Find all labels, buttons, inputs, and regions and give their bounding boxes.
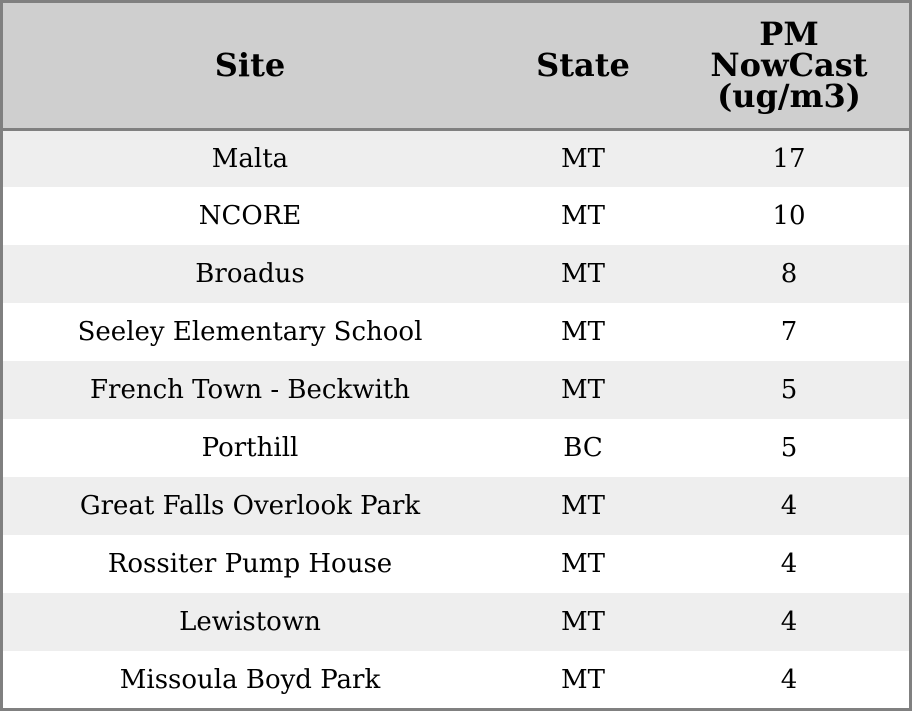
state-cell: MT [561, 607, 605, 637]
state-cell: MT [561, 143, 605, 174]
site-cell: Broadus [195, 259, 305, 289]
state-cell: MT [561, 549, 605, 579]
table-row [3, 187, 909, 245]
table-row [3, 651, 909, 709]
site-cell: NCORE [198, 201, 302, 231]
pm-value-cell: 17 [772, 143, 806, 174]
pm-header-line-2: NowCast [710, 45, 868, 84]
site-cell: Rossiter Pump House [107, 549, 393, 579]
column-header-state: State [497, 3, 669, 129]
state-cell: MT [561, 665, 605, 695]
pm-value-cell: 7 [780, 317, 798, 347]
column-header-site: Site [3, 3, 497, 129]
column-header-pm-nowcast [669, 3, 909, 129]
table-body [3, 129, 909, 709]
table-row [3, 419, 909, 477]
site-cell: Great Falls Overlook Park [79, 491, 421, 521]
table-row [3, 245, 909, 303]
pm-value-cell: 5 [780, 433, 798, 463]
pm-value-cell: 4 [780, 549, 798, 579]
pm-value-cell: 4 [780, 607, 798, 637]
state-cell: MT [561, 259, 605, 289]
state-cell: BC [563, 433, 603, 463]
site-cell: Seeley Elementary School [77, 317, 423, 347]
site-cell: French Town - Beckwith [89, 375, 411, 405]
site-cell: Lewistown [179, 607, 321, 637]
table-row [3, 361, 909, 419]
pm-nowcast-table [3, 3, 909, 709]
pm-header-line-3: (ug/m3) [717, 76, 861, 115]
state-cell: MT [561, 317, 605, 347]
pm-header-line-1: PM [759, 14, 819, 53]
site-cell: Porthill [201, 433, 299, 463]
pm-value-cell: 8 [780, 259, 798, 289]
pm-value-cell: 10 [772, 201, 806, 231]
table-row [3, 535, 909, 593]
header-row [3, 3, 909, 129]
site-cell: Malta [211, 143, 289, 174]
table-header [3, 3, 909, 129]
table-row [3, 477, 909, 535]
table-row [3, 303, 909, 361]
state-cell: MT [561, 491, 605, 521]
pm-value-cell: 4 [780, 665, 798, 695]
table-row [3, 593, 909, 651]
state-cell: MT [561, 201, 605, 231]
pm-value-cell: 4 [780, 491, 798, 521]
site-cell: Missoula Boyd Park [119, 665, 381, 695]
state-cell: MT [561, 375, 605, 405]
table-row [3, 129, 909, 187]
pm-value-cell: 5 [780, 375, 798, 405]
